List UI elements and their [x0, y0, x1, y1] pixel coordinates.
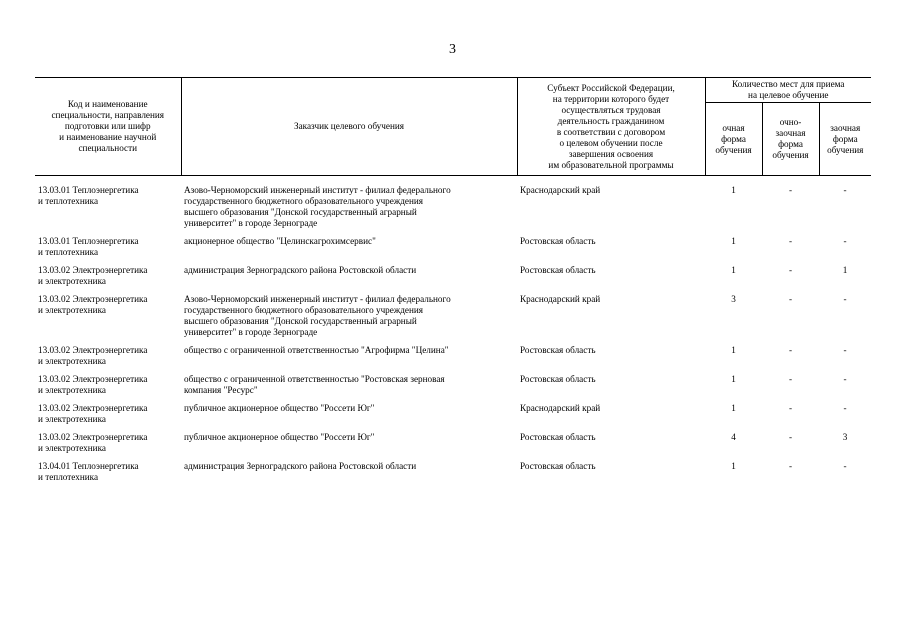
- cell-full-time: 1: [731, 265, 736, 275]
- text-line: в соответствии с договором: [556, 126, 666, 137]
- cell-part-time: -: [788, 236, 793, 246]
- text-line: публичное акционерное общество "Россети Юг": [184, 403, 375, 413]
- cell-code: [35, 461, 181, 490]
- text-line: компания "Ресурс": [184, 385, 258, 395]
- cell-full-time: 1: [731, 185, 736, 195]
- cell-distance: -: [843, 185, 847, 195]
- header-places: [705, 78, 871, 103]
- cell-customer: [181, 294, 517, 345]
- text-line: 13.03.02 Электроэнергетика: [38, 294, 148, 304]
- text-line: 13.04.01 Теплоэнергетика: [38, 461, 139, 471]
- cell-full-time: 1: [731, 345, 736, 355]
- text-line: форма: [721, 133, 746, 144]
- text-line: университет" в городе Зернограде: [184, 218, 318, 228]
- cell-part-time: -: [788, 374, 793, 384]
- cell-code: [35, 236, 181, 265]
- cell-distance: -: [843, 236, 847, 246]
- cell-full-time: 1: [731, 374, 736, 384]
- text-line: государственного бюджетного образовательного учреждения: [184, 196, 424, 206]
- table-row: [35, 374, 871, 403]
- cell-customer: [181, 403, 517, 432]
- cell-distance: -: [843, 403, 847, 413]
- cell-region: Ростовская область: [520, 432, 596, 442]
- text-line: 13.03.02 Электроэнергетика: [38, 265, 148, 275]
- text-line: Азово-Черноморский инженерный институт - филиал федерального: [184, 185, 451, 195]
- cell-customer: [181, 432, 517, 461]
- text-line: заочная: [830, 122, 861, 133]
- cell-distance: -: [843, 374, 847, 384]
- text-line: деятельность гражданином: [557, 115, 665, 126]
- cell-customer: [181, 461, 517, 490]
- cell-region: Краснодарский край: [520, 185, 601, 195]
- text-line: 13.03.01 Теплоэнергетика: [38, 236, 139, 246]
- cell-distance: -: [843, 345, 847, 355]
- header-customer: Заказчик целевого обучения: [181, 78, 517, 176]
- text-line: подготовки или шифр: [64, 121, 151, 131]
- cell-region: Ростовская область: [520, 265, 596, 275]
- text-line: 13.03.02 Электроэнергетика: [38, 403, 148, 413]
- text-line: и теплотехника: [38, 247, 99, 257]
- cell-region: Ростовская область: [520, 461, 596, 471]
- cell-code: [35, 374, 181, 403]
- table-body: [35, 185, 871, 490]
- text-line: и электротехника: [38, 305, 106, 315]
- text-line: высшего образования "Донской государственный аграрный: [184, 207, 417, 217]
- text-line: 13.03.02 Электроэнергетика: [38, 345, 148, 355]
- cell-customer: [181, 345, 517, 374]
- text-line: акционерное общество "Целинскагрохимсервис": [184, 236, 376, 246]
- header-code: [35, 78, 181, 176]
- text-line: и наименование научной: [59, 132, 157, 142]
- text-line: высшего образования "Донской государственный аграрный: [184, 316, 417, 326]
- text-line: очная: [722, 122, 745, 133]
- text-line: форма: [832, 133, 858, 144]
- text-line: Субъект Российской Федерации,: [547, 82, 675, 93]
- header-full-time: [705, 103, 762, 176]
- cell-full-time: 3: [731, 294, 736, 304]
- cell-part-time: -: [788, 403, 793, 413]
- text-line: и электротехника: [38, 276, 106, 286]
- table-row: [35, 345, 871, 374]
- cell-customer: [181, 236, 517, 265]
- table-row: [35, 294, 871, 345]
- text-line: общество с ограниченной ответственностью "Ростовская зерновая: [184, 374, 445, 384]
- text-line: и электротехника: [38, 443, 106, 453]
- cell-code: [35, 185, 181, 236]
- cell-code: [35, 403, 181, 432]
- text-line: администрация Зерноградского района Ростовской области: [184, 461, 417, 471]
- cell-code: [35, 294, 181, 345]
- cell-distance: -: [843, 294, 847, 304]
- text-line: обучения: [715, 144, 752, 155]
- text-line: на территории которого будет: [552, 93, 670, 104]
- text-line: и электротехника: [38, 385, 106, 395]
- text-line: специальности, направления: [51, 110, 165, 120]
- cell-part-time: -: [788, 461, 793, 471]
- table-row: [35, 403, 871, 432]
- text-line: заочная: [775, 128, 806, 138]
- admission-table: [35, 77, 871, 490]
- text-line: на целевое обучение: [748, 90, 829, 100]
- cell-part-time: -: [788, 345, 793, 355]
- text-line: 13.03.02 Электроэнергетика: [38, 432, 148, 442]
- text-line: завершения освоения: [568, 148, 654, 159]
- text-line: обучения: [772, 150, 809, 160]
- cell-full-time: 1: [731, 461, 736, 471]
- cell-region: Краснодарский край: [520, 403, 601, 413]
- cell-full-time: 1: [731, 236, 736, 246]
- text-line: и теплотехника: [38, 196, 99, 206]
- cell-part-time: -: [788, 432, 793, 442]
- table-row: [35, 265, 871, 294]
- text-line: государственного бюджетного образовательного учреждения: [184, 305, 424, 315]
- text-line: общество с ограниченной ответственностью "Агрофирма "Целина": [184, 345, 449, 355]
- page-number: 3: [449, 42, 456, 57]
- cell-part-time: -: [788, 265, 793, 275]
- header-distance: [819, 103, 871, 176]
- text-line: университет" в городе Зернограде: [184, 327, 318, 337]
- cell-customer: [181, 185, 517, 236]
- text-line: форма: [778, 139, 803, 149]
- text-line: Код и наименование: [67, 99, 148, 109]
- cell-region: Краснодарский край: [520, 294, 601, 304]
- header-part-time: [762, 103, 819, 176]
- table-row: [35, 461, 871, 490]
- text-line: Азово-Черноморский инженерный институт - филиал федерального: [184, 294, 451, 304]
- text-line: осуществляться трудовая: [561, 104, 661, 115]
- header-region: [517, 78, 705, 176]
- text-line: о целевом обучении после: [559, 137, 663, 148]
- text-line: 13.03.01 Теплоэнергетика: [38, 185, 139, 195]
- cell-code: [35, 345, 181, 374]
- cell-code: [35, 432, 181, 461]
- cell-customer: [181, 265, 517, 294]
- cell-region: Ростовская область: [520, 374, 596, 384]
- cell-full-time: 1: [731, 403, 736, 413]
- cell-customer: [181, 374, 517, 403]
- text-line: и теплотехника: [38, 472, 99, 482]
- text-line: и электротехника: [38, 356, 106, 366]
- text-line: им образовательной программы: [548, 159, 674, 170]
- text-line: очно-: [779, 117, 802, 127]
- cell-region: Ростовская область: [520, 236, 596, 246]
- table-row: [35, 432, 871, 461]
- text-line: 13.03.02 Электроэнергетика: [38, 374, 148, 384]
- text-line: Количество мест для приема: [732, 79, 845, 89]
- cell-distance: 3: [842, 432, 848, 442]
- cell-part-time: -: [788, 294, 793, 304]
- text-line: администрация Зерноградского района Ростовской области: [184, 265, 417, 275]
- cell-distance: 1: [842, 265, 848, 275]
- text-line: специальности: [78, 143, 138, 153]
- table-row: [35, 185, 871, 236]
- cell-region: Ростовская область: [520, 345, 596, 355]
- cell-full-time: 4: [731, 432, 736, 442]
- cell-part-time: -: [788, 185, 793, 195]
- text-line: обучения: [827, 144, 864, 155]
- text-line: и электротехника: [38, 414, 106, 424]
- cell-code: [35, 265, 181, 294]
- table-row: [35, 236, 871, 265]
- cell-distance: -: [843, 461, 847, 471]
- text-line: публичное акционерное общество "Россети Юг": [184, 432, 375, 442]
